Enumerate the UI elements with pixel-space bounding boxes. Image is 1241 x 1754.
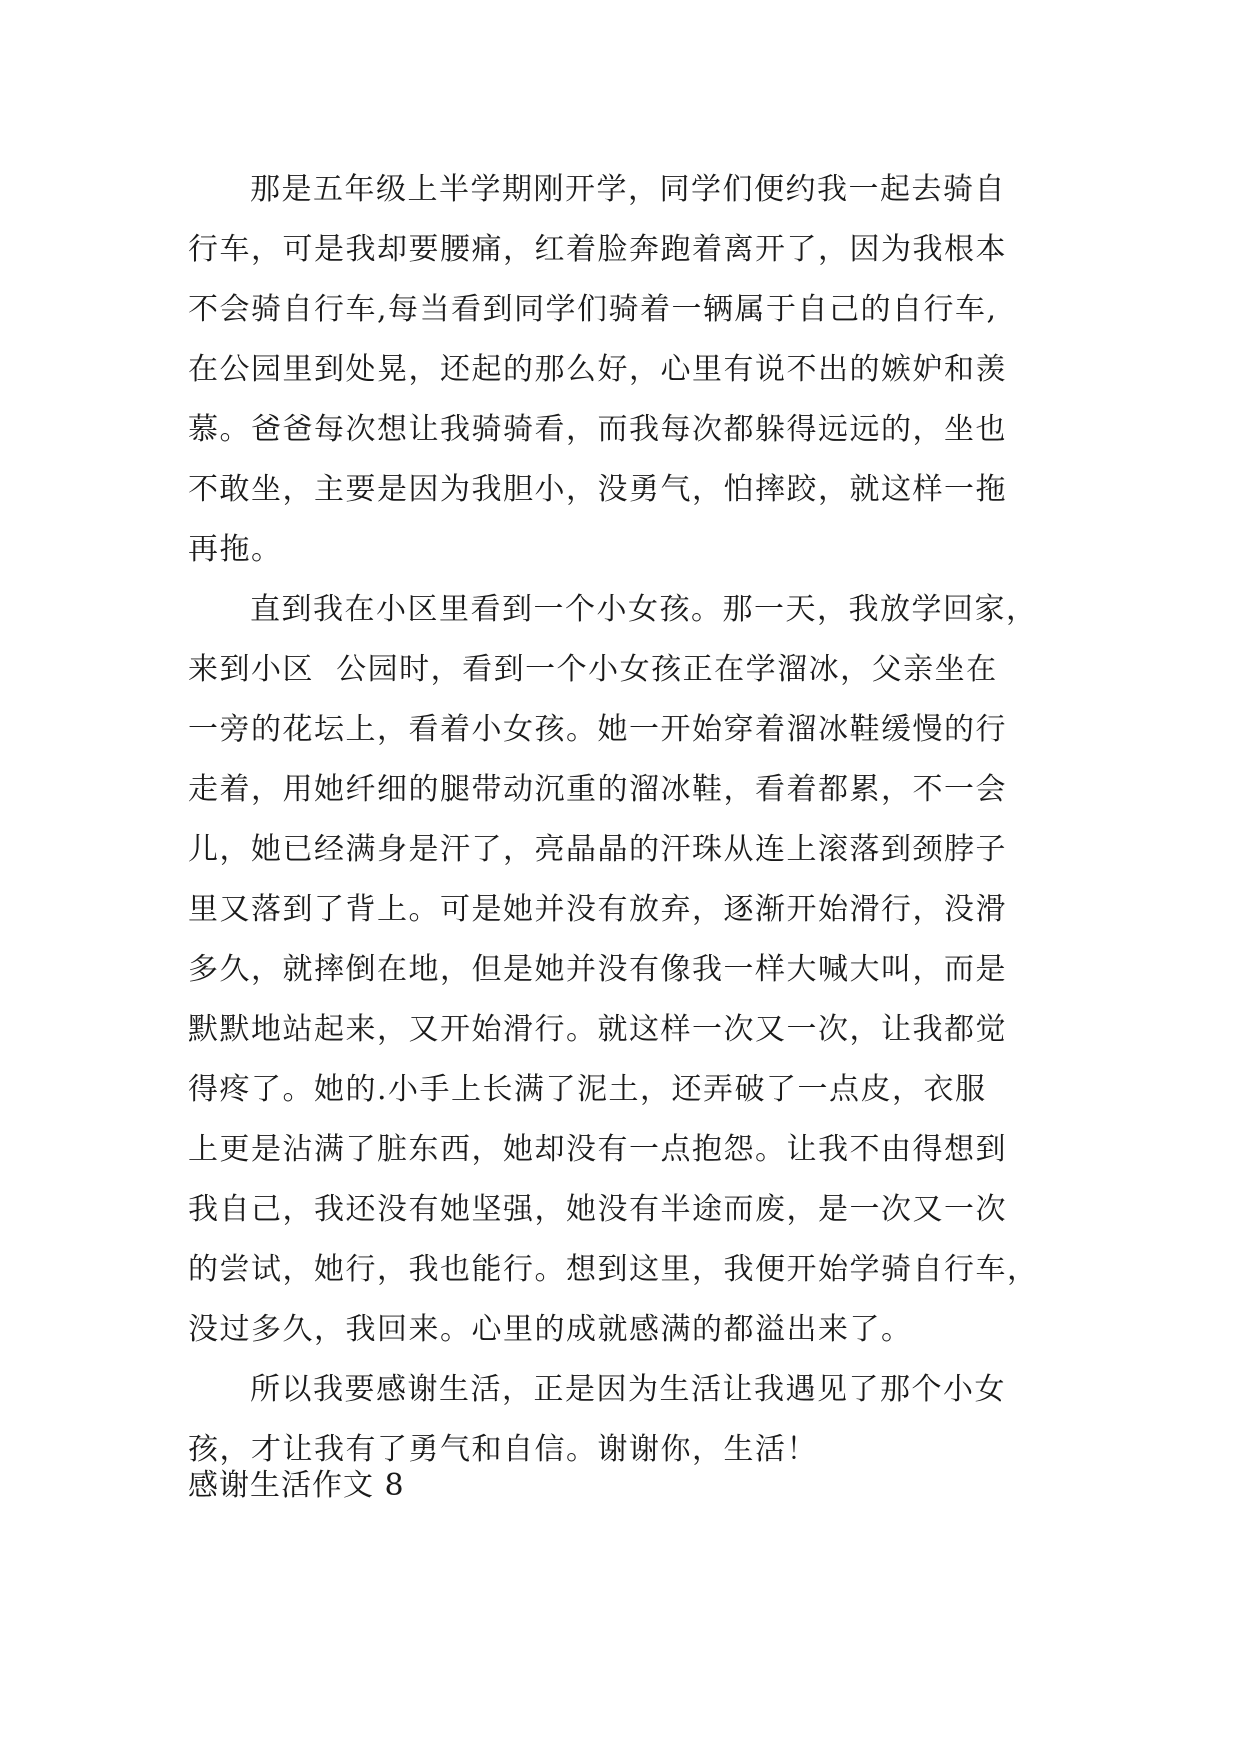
essay-body <box>188 160 1088 1480</box>
text-line: 一旁的花坛上，看着小女孩。她一开始穿着溜冰鞋缓慢的行 <box>188 712 1007 747</box>
text-line: 的尝试，她行，我也能行。想到这里，我便开始学骑自行车， <box>188 1252 1039 1287</box>
text-line: 所以我要感谢生活，正是因为生活让我遇见了那个小女 <box>250 1372 1006 1407</box>
text-line: 在公园里到处晃，还起的那么好，心里有说不出的嫉妒和羡 <box>188 352 1007 387</box>
text-line: 不敢坐，主要是因为我胆小，没勇气，怕摔跤，就这样一拖 <box>188 472 1007 507</box>
paragraph-3 <box>188 1360 1088 1480</box>
text-line: 多久，就摔倒在地，但是她并没有像我一样大喊大叫，而是 <box>188 952 1007 987</box>
text-line: 上更是沾满了脏东西，她却没有一点抱怨。让我不由得想到 <box>188 1132 1007 1167</box>
text-line: 那是五年级上半学期刚开学，同学们便约我一起去骑自 <box>250 172 1006 207</box>
section-heading: 感谢生活作文 8 <box>188 1468 405 1503</box>
paragraph-1 <box>188 160 1088 580</box>
text-line: 儿，她已经满身是汗了，亮晶晶的汗珠从连上滚落到颈脖子 <box>188 832 1007 867</box>
text-line: 行车，可是我却要腰痛，红着脸奔跑着离开了，因为我根本 <box>188 232 1007 267</box>
paragraph-2 <box>188 580 1088 1360</box>
text-line: 默默地站起来，又开始滑行。就这样一次又一次，让我都觉 <box>188 1012 1007 1047</box>
text-line: 不会骑自行车,每当看到同学们骑着一辆属于自己的自行车, <box>188 292 998 327</box>
text-line: 孩，才让我有了勇气和自信。谢谢你，生活！ <box>188 1432 818 1467</box>
text-line: 里又落到了背上。可是她并没有放弃，逐渐开始滑行，没滑 <box>188 892 1007 927</box>
text-line: 我自己，我还没有她坚强，她没有半途而废，是一次又一次 <box>188 1192 1007 1227</box>
text-line: 直到我在小区里看到一个小女孩。那一天，我放学回家， <box>250 592 1038 627</box>
text-line: 走着，用她纤细的腿带动沉重的溜冰鞋，看着都累，不一会 <box>188 772 1007 807</box>
text-line: 来到小区 公园时，看到一个小女孩正在学溜冰，父亲坐在 <box>188 652 998 687</box>
text-line: 慕。爸爸每次想让我骑骑看，而我每次都躲得远远的，坐也 <box>188 412 1007 447</box>
text-line: 再拖。 <box>188 532 283 567</box>
text-line: 得疼了。她的.小手上长满了泥土，还弄破了一点皮，衣服 <box>188 1072 987 1107</box>
text-line: 没过多久，我回来。心里的成就感满的都溢出来了。 <box>188 1312 913 1347</box>
